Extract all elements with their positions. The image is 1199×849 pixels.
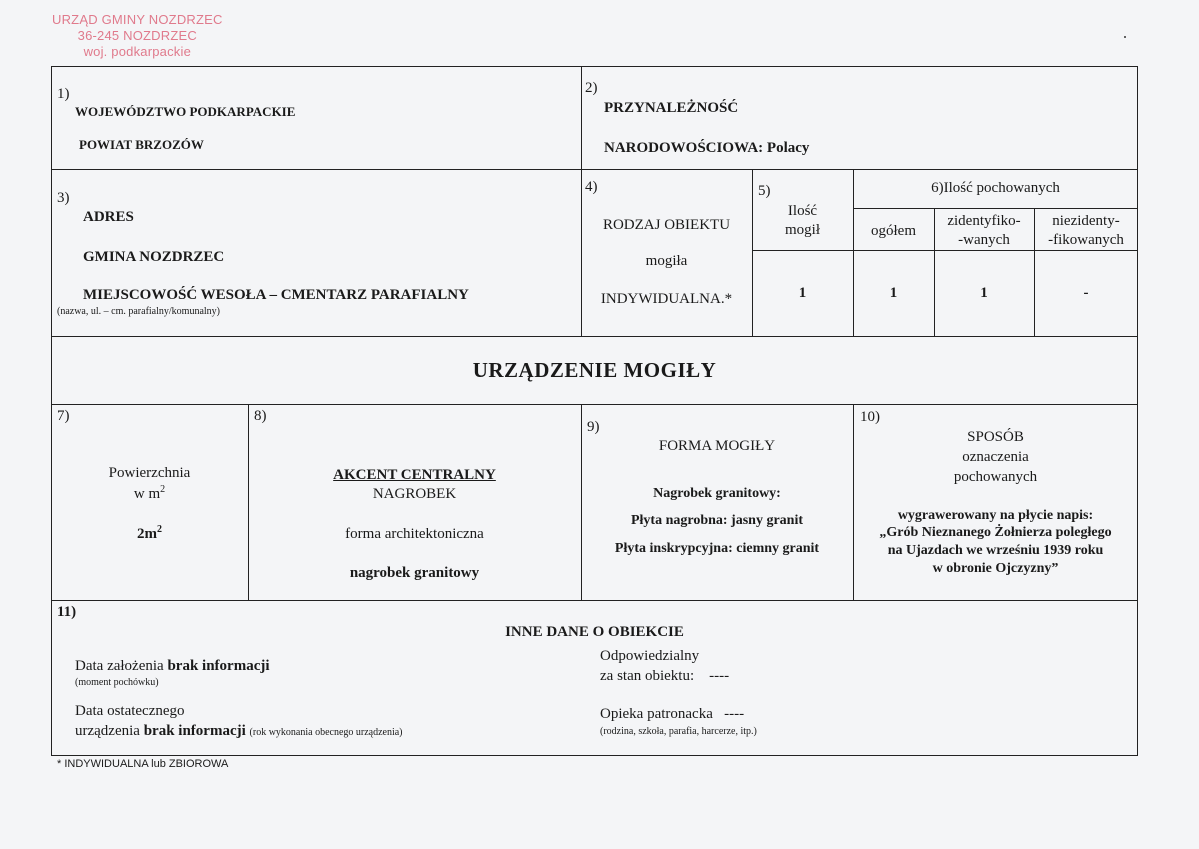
nationality-value: NARODOWOŚCIOWA: Polacy [604, 140, 810, 156]
voivodeship: WOJEWÓDZTWO PODKARPACKIE [75, 104, 296, 119]
responsible: za stan obiektu: ---- [600, 668, 730, 684]
area-unit: w $m^2$ [133, 484, 166, 502]
row-divider [51, 169, 1138, 170]
grave-form-line: Płyta inskrypcyjna: ciemny granit [614, 541, 820, 556]
field-number: 4) [585, 179, 598, 195]
marking-method-label-2: oznaczenia [962, 449, 1029, 465]
founded-note: (moment pochówku) [75, 677, 159, 688]
marking-method-label-3: pochowanych [953, 469, 1038, 485]
final-date-label: Data ostatecznego [75, 703, 185, 719]
object-type-kind: INDYWIDUALNA.* [600, 291, 733, 307]
grave-form-line: Nagrobek granitowy: [653, 486, 781, 501]
buried-total-header: ogółem [871, 223, 916, 239]
inscription-line: w obronie Ojczyzny” [932, 561, 1059, 576]
object-type-value: mogiła [645, 253, 688, 269]
locality: MIEJSCOWOŚĆ WESOŁA – CMENTARZ PARAFIALNY [83, 287, 469, 303]
area-label: Powierzchnia [108, 465, 191, 481]
office-stamp [52, 12, 223, 60]
tombstone-label: NAGROBEK [372, 486, 457, 502]
address-note: (nazwa, ul. – cm. parafialny/komunalny) [57, 306, 220, 317]
buried-identified-header: zidentyfiko- [947, 213, 1021, 229]
other-data-heading: INNE DANE O OBIEKCIE [505, 624, 684, 640]
field-number: 3) [57, 190, 70, 206]
patronage-note: (rodzina, szkoła, parafia, harcerze, itp.) [600, 726, 757, 737]
field-number: 8) [254, 408, 267, 424]
inscription-line: na Ujazdach we wrześniu 1939 roku [887, 543, 1104, 558]
speck [1124, 36, 1126, 38]
county: POWIAT BRZOZÓW [79, 137, 204, 152]
marking-method-label: SPOSÓB [967, 429, 1024, 445]
row-divider [853, 208, 1138, 209]
field-number: 11) [57, 604, 77, 620]
field-number: 1) [57, 86, 70, 102]
patronage: Opieka patronacka ---- [600, 706, 745, 722]
final-date: urządzenia brak informacji (rok wykonania obecnego urządzenia) [75, 723, 403, 739]
field-number: 2) [585, 80, 598, 96]
footnote: * INDYWIDUALNA lub ZBIOROWA [57, 758, 229, 770]
buried-unidentified-header-2: -fikowanych [1048, 232, 1124, 248]
row-divider [51, 600, 1138, 601]
buried-identified-header-2: -wanych [958, 232, 1010, 248]
field-number: 10) [860, 409, 880, 425]
inscription-line: „Grób Nieznanego Żołnierza poległego [879, 525, 1112, 540]
stamp-line-1: URZĄD GMINY NOZDRZEC [52, 12, 223, 27]
grave-form-heading: FORMA MOGIŁY [658, 438, 776, 454]
field-number: 9) [587, 419, 600, 435]
architectural-form-label: forma architektoniczna [345, 526, 484, 542]
field-number: 5) [758, 183, 771, 199]
grave-form-line: Płyta nagrobna: jasny granit [630, 513, 804, 528]
row-divider [752, 250, 1138, 251]
section-title: URZĄDZENIE MOGIŁY [472, 358, 717, 382]
nationality-label: PRZYNALEŻNOŚĆ [604, 100, 739, 116]
responsible-label: Odpowiedzialny [600, 648, 700, 664]
area-value: $2m^2$ [137, 524, 162, 542]
object-type-label: RODZAJ OBIEKTU [602, 217, 731, 233]
buried-count-header: 6)Ilość pochowanych [931, 180, 1060, 196]
buried-identified-value: 1 [980, 285, 988, 301]
row-divider [51, 404, 1138, 405]
municipality: GMINA NOZDRZEC [83, 249, 225, 265]
architectural-form-value: nagrobek granitowy [349, 565, 480, 581]
col-divider [581, 404, 582, 600]
row-divider [51, 336, 1138, 337]
buried-unidentified-header: niezidenty- [1052, 213, 1120, 229]
col-divider [752, 169, 753, 336]
stamp-line-3: woj. podkarpackie [83, 44, 192, 59]
stamp-line-2: 36-245 NOZDRZEC [77, 28, 197, 43]
central-accent-label: AKCENT CENTRALNY [333, 467, 496, 483]
graves-count-value: 1 [798, 285, 807, 301]
buried-total-value: 1 [889, 285, 898, 301]
address-heading: ADRES [83, 209, 134, 225]
graves-count-label-2: mogił [784, 222, 820, 238]
founded-date: Data założenia brak informacji [75, 658, 270, 674]
graves-count-label: Ilość [787, 203, 818, 219]
field-number: 7) [57, 408, 70, 424]
buried-unidentified-value: - [1083, 285, 1089, 301]
inscription-line: wygrawerowany na płycie napis: [897, 508, 1094, 523]
